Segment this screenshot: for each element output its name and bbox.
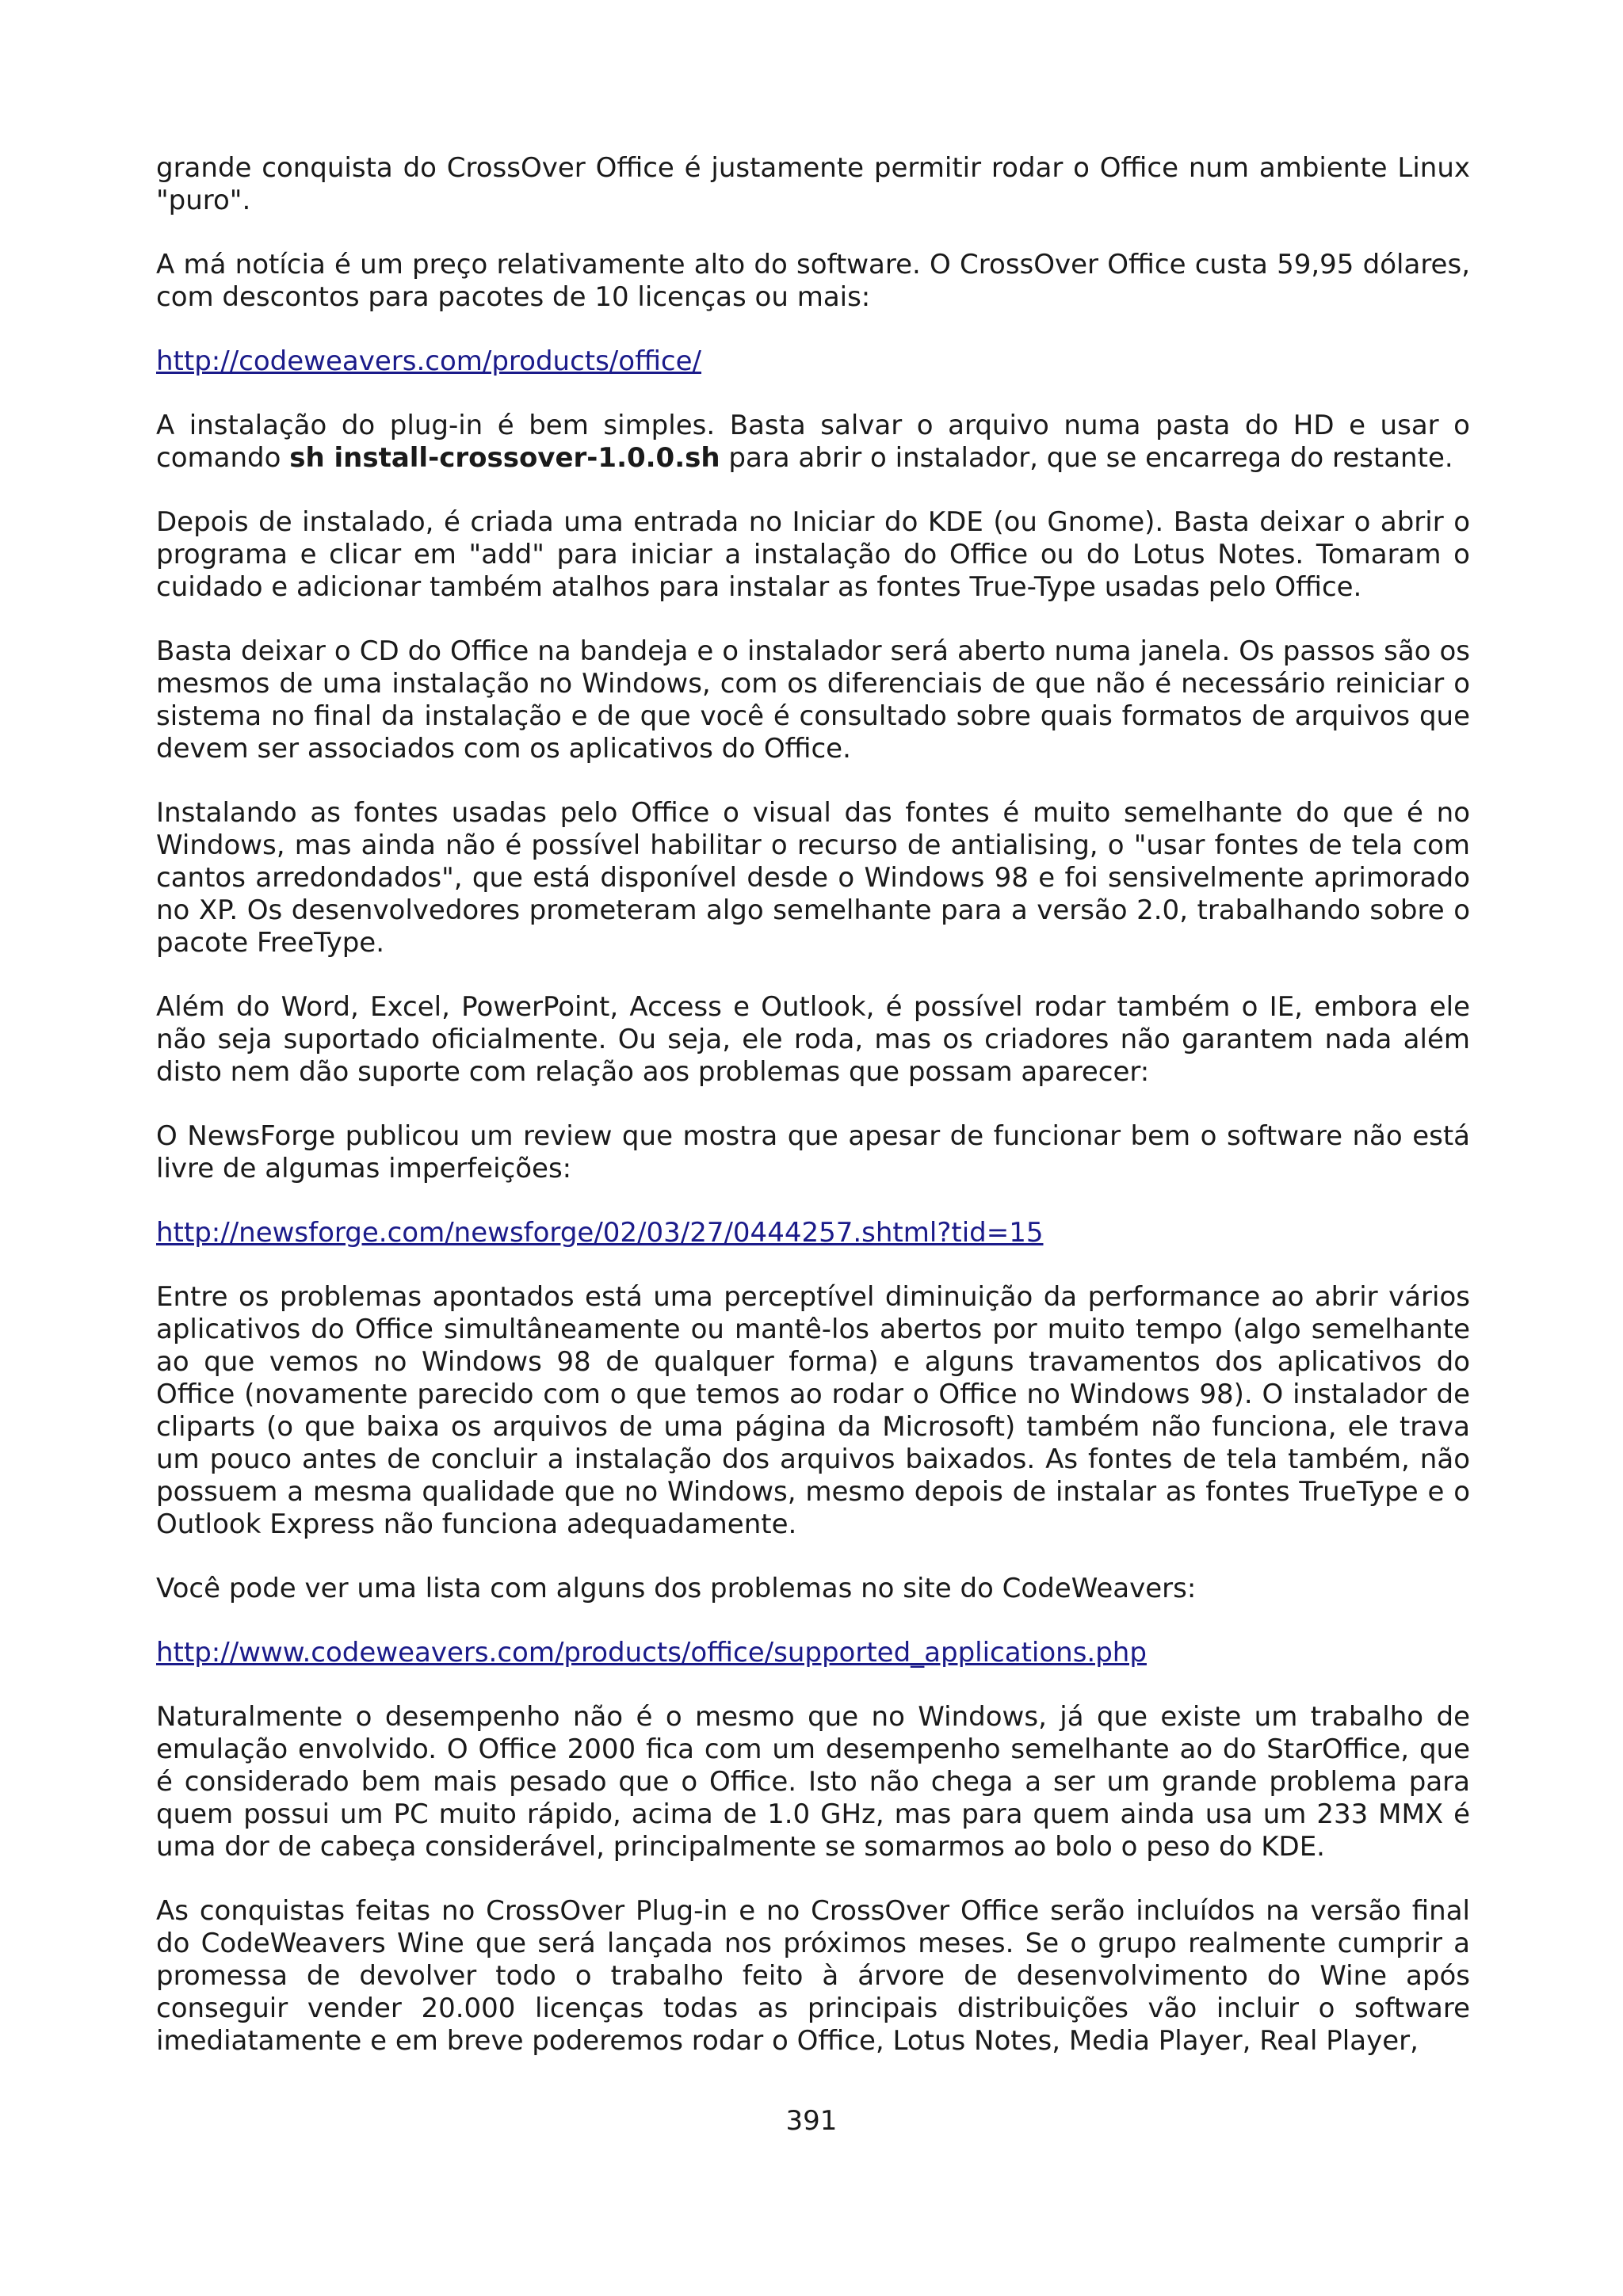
newsforge-review-link[interactable]: http://newsforge.com/newsforge/02/03/27/0444257.shtml?tid=15 [156,1217,1044,1249]
codeweavers-office-link[interactable]: http://codeweavers.com/products/office/ [156,345,702,377]
paragraph-5: Basta deixar o CD do Office na bandeja e o instalador será aberto numa janela. Os passos são os mesmos de uma instalação no Windows, com os diferenciais de que não é necessário reiniciar o sistema no final da instalação e de que você é consultado sobre quais formatos de arquivos que devem ser associados com os aplicativos do Office. [156,635,1470,765]
paragraph-9: Entre os problemas apontados está uma perceptível diminuição da performance ao abrir vários aplicativos do Office simultâneamente ou mantê-los abertos por muito tempo (algo semelhante ao que vemos no Windows 98 de qualquer forma) e alguns travamentos dos aplicativos do Office (novamente parecido com o que temos ao rodar o Office no Windows 98). O instalador de cliparts (o que baixa os arquivos de uma página da Microsoft) também não funciona, ele trava um pouco antes de concluir a instalação dos arquivos baixados. As fontes de tela também, não possuem a mesma qualidade que no Windows, mesmo depois de instalar as fontes TrueType e o Outlook Express não funciona adequadamente. [156,1281,1470,1540]
paragraph-6: Instalando as fontes usadas pelo Office o visual das fontes é muito semelhante do que é no Windows, mas ainda não é possível habilitar o recurso de antialising, o "usar fontes de tela com cantos arredondados", que está disponível desde o Windows 98 e foi sensivelmente aprimorado no XP. Os desenvolvedores prometeram algo semelhante para a versão 2.0, trabalhando sobre o pacote FreeType. [156,797,1470,959]
page-number: 391 [785,2105,838,2137]
paragraph-3 [156,410,1470,475]
document-page [156,152,1470,2089]
paragraph-3-text-after: para abrir o instalador, que se encarrega do restante. [720,442,1453,474]
link-paragraph-1 [156,345,1470,378]
paragraph-3-text-before: A instalação do plug-in é bem simples. Basta salvar o arquivo numa pasta do HD e usar o comando [156,410,1470,474]
paragraph-1: grande conquista do CrossOver Office é justamente permitir rodar o Office num ambiente Linux "puro". [156,152,1470,216]
paragraph-4: Depois de instalado, é criada uma entrada no Iniciar do KDE (ou Gnome). Basta deixar o abrir o programa e clicar em "add" para iniciar a instalação do Office ou do Lotus Notes. Tomaram o cuidado e adicionar também atalhos para instalar as fontes True-Type usadas pelo Office. [156,506,1470,603]
paragraph-8: O NewsForge publicou um review que mostra que apesar de funcionar bem o software não está livre de algumas imperfeições: [156,1120,1470,1184]
paragraph-12: As conquistas feitas no CrossOver Plug-in e no CrossOver Office serão incluídos na versão final do CodeWeavers Wine que será lançada nos próximos meses. Se o grupo realmente cumprir a promessa de devolver todo o trabalho feito à árvore de desenvolvimento do Wine após conseguir vender 20.000 licenças todas as principais distribuições vão incluir o software imediatamente e em breve poderemos rodar o Office, Lotus Notes, Media Player, Real Player, [156,1895,1470,2057]
link-paragraph-2 [156,1217,1470,1249]
supported-applications-link[interactable]: http://www.codeweavers.com/products/office/supported_applications.php [156,1637,1147,1669]
link-paragraph-3 [156,1637,1470,1669]
paragraph-10: Você pode ver uma lista com alguns dos problemas no site do CodeWeavers: [156,1573,1197,1604]
paragraph-11: Naturalmente o desempenho não é o mesmo que no Windows, já que existe um trabalho de emulação envolvido. O Office 2000 fica com um desempenho semelhante ao do StarOffice, que é considerado bem mais pesado que o Office. Isto não chega a ser um grande problema para quem possui um PC muito rápido, acima de 1.0 GHz, mas para quem ainda usa um 233 MMX é uma dor de cabeça considerável, principalmente se somarmos ao bolo o peso do KDE. [156,1701,1470,1863]
install-command: sh install-crossover-1.0.0.sh [289,442,720,474]
paragraph-7: Além do Word, Excel, PowerPoint, Access e Outlook, é possível rodar também o IE, embora ele não seja suportado oficialmente. Ou seja, ele roda, mas os criadores não garantem nada além disto nem dão suporte com relação aos problemas que possam aparecer: [156,991,1470,1088]
paragraph-2: A má notícia é um preço relativamente alto do software. O CrossOver Office custa 59,95 dólares, com descontos para pacotes de 10 licenças ou mais: [156,249,1470,313]
